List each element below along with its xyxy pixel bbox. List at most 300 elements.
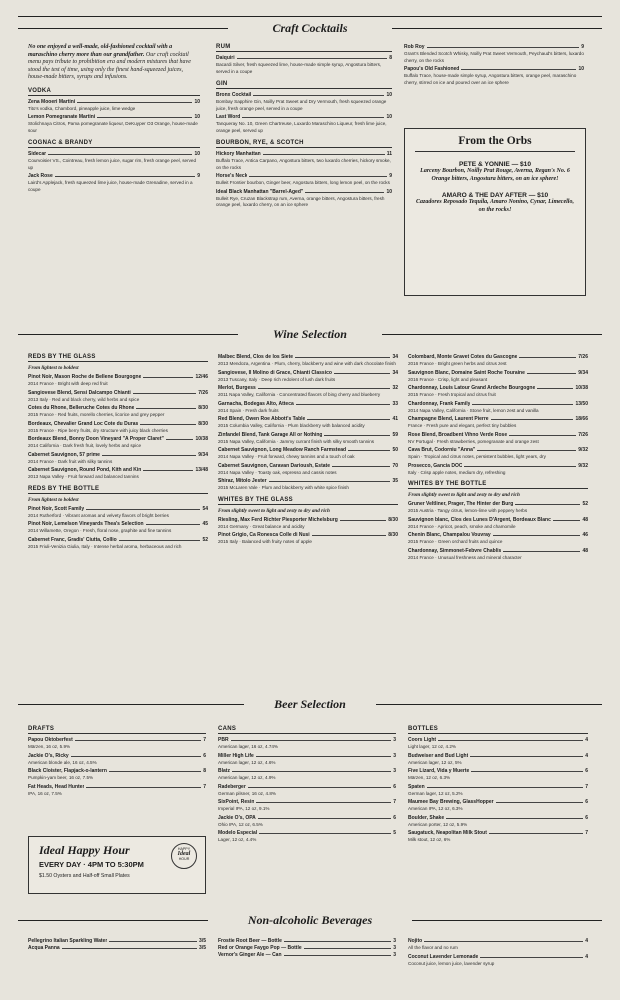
- menu-item-price: 9/34: [578, 369, 588, 376]
- leader-dots: [62, 948, 197, 949]
- menu-item-name: Gruner Veltliner, Prager, The Hinter der Burg: [408, 501, 514, 507]
- menu-item-desc: American lager, 12 oz, 4.9%: [218, 775, 276, 780]
- menu-item-price: 8/30: [198, 420, 208, 427]
- menu-item: [408, 737, 588, 751]
- category-whites-bottle: [408, 481, 588, 561]
- from-the-orbs-box: [404, 128, 586, 296]
- menu-item-name: Pinot Noir, Lemelson Vineyards Thea's Selection: [28, 521, 144, 527]
- leader-dots: [55, 176, 195, 177]
- leader-dots: [140, 424, 196, 425]
- category-rum: [216, 44, 392, 75]
- menu-item-price: 9/32: [578, 447, 588, 453]
- leader-dots: [334, 373, 391, 374]
- menu-item: [216, 92, 392, 112]
- menu-item: [28, 506, 208, 520]
- menu-item-price: 8: [389, 55, 392, 61]
- leader-dots: [519, 357, 576, 358]
- category-whites-glass: [218, 497, 398, 546]
- leader-dots: [470, 756, 583, 757]
- menu-item-price: 10: [578, 66, 584, 72]
- menu-item: [408, 463, 588, 477]
- menu-item-name: Coconut Lavender Lemonade: [408, 953, 479, 960]
- menu-item-price: 8/30: [198, 405, 208, 411]
- leader-dots: [109, 771, 201, 772]
- menu-item-desc: Milk stout, 12 oz, 6%: [408, 837, 451, 842]
- menu-item-name: Lemon Pomegranate Martini: [28, 114, 96, 121]
- menu-item: [408, 447, 588, 461]
- leader-dots: [259, 833, 391, 834]
- menu-item: [218, 478, 398, 492]
- menu-item: [28, 467, 208, 481]
- leader-dots: [71, 756, 202, 757]
- menu-item-name: Jack Rose: [28, 173, 53, 180]
- menu-item-name: Malbec Blend, Clos de los Siete: [218, 354, 294, 360]
- menu-item-price: 7: [585, 830, 588, 836]
- nonalc-list-2: [218, 938, 396, 959]
- leader-dots: [86, 787, 201, 788]
- menu-item-desc: German pilsner, 16 oz, 4.8%: [218, 790, 276, 796]
- menu-item-price: 10: [386, 92, 392, 98]
- wine-col-1: [28, 354, 208, 552]
- menu-item-name: Cabernet Sauvignon, Round Pond, Kith and Kin: [28, 467, 142, 473]
- menu-item-price: 10/38: [195, 436, 208, 442]
- menu-item-desc: 2013 Tuscany, Italy · Deep rich redolent of lush dark fruits: [218, 376, 336, 382]
- menu-item-price: 4: [585, 737, 588, 743]
- menu-item-price: 4: [585, 752, 588, 759]
- menu-item-name: Cabernet Sauvignon, 57 prime: [28, 451, 100, 458]
- cocktails-col-3: [404, 44, 584, 88]
- menu-item: [218, 463, 398, 477]
- menu-item-desc: Märzen, 16 oz, 5.9%: [28, 744, 71, 749]
- leader-dots: [258, 818, 391, 819]
- menu-item: [218, 952, 396, 959]
- leader-dots: [97, 117, 192, 118]
- leader-dots: [446, 818, 583, 819]
- menu-item-price: 32: [392, 385, 398, 391]
- leader-dots: [253, 95, 384, 96]
- menu-item-desc: American blonde ale, 16 oz, 4.5%: [28, 759, 97, 765]
- menu-item-desc: Märzen, 12 oz, 6.3%: [408, 775, 451, 780]
- menu-item-name: Chardonnay, Louis Latour Grand Ardeche Bourgogne: [408, 385, 536, 391]
- menu-item: [218, 938, 396, 945]
- menu-item-name: Jackie O's, OPA: [218, 814, 256, 821]
- menu-item: [28, 405, 208, 419]
- leader-dots: [48, 154, 192, 155]
- menu-item-name: Sangiovese, Il Molino di Grace, Chianti Classico: [218, 369, 332, 376]
- menu-item-price: 45: [202, 521, 208, 527]
- menu-item-desc: Ohio IPA, 12 oz, 6.5%: [218, 821, 263, 827]
- menu-item-desc: All the flavor and no rum: [408, 945, 458, 950]
- menu-item: [28, 521, 208, 535]
- category-heading: REDS BY THE BOTTLE: [28, 486, 208, 494]
- menu-item-desc: Courvoisier VS., Cointreau, fresh lemon juice, sugar rim, fresh orange peel, served up: [28, 158, 197, 170]
- menu-item: [28, 768, 206, 782]
- menu-item-name: Sauvignon Blanc, Domaine Saint Roche Touraine: [408, 369, 525, 376]
- menu-item-name: Frostie Root Beer — Bottle: [218, 938, 282, 944]
- menu-item-price: 33: [392, 400, 398, 407]
- menu-item-price: 59: [392, 431, 398, 438]
- menu-item-desc: 2014 California · Dark fresh fruit, lovely herbs and spice: [28, 443, 142, 448]
- menu-item-desc: 2013 Napa Valley · Fruit forward and balanced tannins: [28, 474, 139, 479]
- menu-item-price: 10: [194, 98, 200, 105]
- leader-dots: [503, 551, 580, 552]
- menu-item-desc: Italy · Crisp apple notes, medium dry, refreshing: [408, 469, 506, 475]
- menu-item-name: Papou Oktoberfest: [28, 737, 73, 743]
- menu-item-desc: Lager, 12 oz, 4.4%: [218, 837, 257, 842]
- menu-item-price: 10: [194, 114, 200, 121]
- menu-item-name: Black Cloister, Flapjack-o-lantern: [28, 768, 107, 774]
- category-heading: COGNAC & BRANDY: [28, 140, 200, 148]
- menu-item-desc: 2015 Napa Valley, California · Jammy currant finish with silky smooth tannins: [218, 438, 375, 444]
- menu-item-desc: 2014 France · Bright with deep red fruit: [28, 381, 108, 386]
- menu-item-name: Red Blend, Owen Roe Abbott's Table: [218, 416, 306, 422]
- menu-item-name: Budweiser and Bud Light: [408, 752, 469, 759]
- menu-item-price: 9/34: [198, 451, 208, 458]
- menu-item-name: Nojito: [408, 938, 423, 944]
- menu-item-desc: 2015 Italy · Balanced with fruity notes of apple: [218, 539, 312, 544]
- leader-dots: [242, 117, 384, 118]
- menu-item-desc: 2015 McLaren Vale · Plum and blackberry with white spice finish: [218, 485, 349, 490]
- menu-item-price: 7: [203, 783, 206, 790]
- menu-item-price: 10: [194, 151, 200, 158]
- happy-hour-box: [28, 836, 206, 894]
- menu-item: [28, 421, 208, 435]
- category-reds-bottle-cont: [218, 354, 398, 492]
- happy-hour-badge: [171, 843, 197, 869]
- leader-dots: [284, 955, 392, 956]
- beer-col-3: [408, 726, 588, 846]
- menu-item: [408, 815, 588, 829]
- menu-item: [408, 416, 588, 430]
- menu-item: [408, 370, 588, 384]
- menu-item-name: Sauvignon blanc, Clos des Lunes D'Argent, Bordeaux Blanc: [408, 516, 551, 523]
- leader-dots: [461, 69, 576, 70]
- leader-dots: [109, 941, 197, 942]
- orbs-item-desc: Cazadores Reposado Tequila, Amaro Nonino, Cynar, Limecello, on the rocks!: [416, 199, 574, 213]
- leader-dots: [166, 439, 194, 440]
- menu-item-name: Chardonnay, Simmonet-Febvre Chablis: [408, 547, 502, 554]
- menu-item-desc: 2014 Rutherford · Vibrant aromas and velvety flavors of bright berries: [28, 512, 169, 518]
- menu-item-desc: American lager, 12 oz, 5%: [408, 759, 462, 765]
- category-subtitle: From slightly sweet to light and zesty to dry and rich: [408, 492, 520, 498]
- menu-item: [408, 548, 588, 562]
- menu-item-name: Red or Orange Faygo Pop — Bottle: [218, 945, 302, 951]
- beer-col-2: [218, 726, 396, 846]
- menu-item-desc: 2016 France · Crisp, light and pleasant: [408, 376, 488, 382]
- menu-item-price: 7: [585, 783, 588, 790]
- category-subtitle: From slightly sweet to light and zesty to dry and rich: [218, 507, 330, 514]
- leader-dots: [263, 154, 385, 155]
- leader-dots: [248, 787, 391, 788]
- menu-item: [218, 799, 396, 813]
- menu-item: [28, 537, 208, 551]
- menu-item-name: Ideal Black Manhattan "Barrel-Aged": [216, 188, 304, 195]
- leader-dots: [427, 47, 580, 48]
- menu-item-name: SixPoint, Resin: [218, 799, 255, 805]
- orbs-item-name: PETE & YONNIE — $10: [458, 161, 532, 168]
- leader-dots: [146, 524, 201, 525]
- menu-item-desc: Spain · Tropical and citrus notes, persistent bubbles, light years, dry: [408, 454, 546, 459]
- menu-item-price: 10: [386, 188, 392, 195]
- menu-item: [28, 436, 208, 450]
- happy-hour-offer: $1.50 Oysters and Half-off Small Plates: [39, 873, 130, 879]
- menu-item-desc: Buffalo Trace, Antica Carpano, Angostura bitters, two luxardo cherries, hickory smoke, on the rocks: [216, 158, 391, 170]
- menu-item-desc: Bacardi Silver, fresh squeezed lime, house-made simple syrup, Angostura bitters, served in a coupe: [216, 62, 382, 74]
- menu-item: [218, 737, 396, 751]
- leader-dots: [537, 388, 573, 389]
- menu-item-name: Saugatuck, Neapolitan Milk Stout: [408, 830, 487, 836]
- nonalc-col-1: [28, 938, 206, 952]
- leader-dots: [307, 419, 390, 420]
- menu-item-desc: 2015 Columbia Valley, California · Plum blackberry with balanced acidity: [218, 423, 365, 428]
- menu-item-price: 11: [386, 151, 392, 157]
- menu-item: [408, 784, 588, 798]
- menu-item-name: Cotes du Rhone, Belleruche Cotes du Rhone: [28, 405, 135, 411]
- badge-top: HAPPY: [177, 847, 191, 851]
- menu-item-price: 9: [389, 173, 392, 179]
- leader-dots: [136, 408, 196, 409]
- leader-dots: [143, 377, 193, 378]
- menu-item-price: 12/46: [195, 374, 208, 380]
- menu-item-name: Horse's Neck: [216, 173, 248, 179]
- menu-item-desc: 2015 France · Red fruits, morello cherries, licorice and grey pepper: [28, 412, 165, 417]
- leader-dots: [477, 450, 576, 451]
- menu-item-desc: 2014 Willamette, Oregon · Fresh, floral nose, graphite and fine tannins: [28, 528, 172, 533]
- leader-dots: [249, 176, 387, 177]
- menu-item-desc: American lager, 12 oz, 4.6%: [218, 759, 276, 765]
- menu-item-price: 3: [393, 737, 396, 743]
- menu-item: [28, 737, 206, 751]
- badge-mid: Ideal: [177, 851, 191, 857]
- menu-item: [216, 189, 392, 209]
- leader-dots: [496, 802, 584, 803]
- menu-item: [216, 173, 392, 187]
- wine-col-3: [408, 354, 588, 563]
- menu-item-desc: NV Portugal · Fresh strawberries, pomegranate and orange zest: [408, 438, 539, 444]
- menu-item-name: Boulder, Shake: [408, 814, 445, 821]
- menu-item-price: 5: [393, 830, 396, 836]
- menu-item-desc: Pumpkin-yam beer, 16 oz, 7.5%: [28, 775, 94, 780]
- menu-item: [408, 938, 588, 952]
- menu-item-price: 8: [203, 768, 206, 774]
- category-heading: DRAFTS: [28, 726, 206, 734]
- menu-item-desc: 2015 France · Fresh tropical and citrus fruit: [408, 392, 496, 397]
- menu-item-name: Vernor's Ginger Ale — Can: [218, 952, 282, 958]
- menu-item-price: 3: [393, 952, 396, 958]
- menu-item-desc: Tanqueray No. 10, Green Chartreuse, Luxardo Maraschino Liqueur, fresh lime juice, orange peel, served up: [216, 121, 387, 133]
- menu-item-desc: 2013 Mendoza, Argentina · Plum, cherry, blackberry and wine with dark chocolate finish: [218, 361, 396, 366]
- leader-dots: [427, 787, 584, 788]
- menu-item-name: Pinot Noir, Scott Family: [28, 505, 85, 512]
- menu-item-price: 3/5: [199, 945, 206, 951]
- menu-item-price: 4: [585, 938, 588, 944]
- category-bottles: [408, 726, 588, 844]
- leader-dots: [553, 520, 581, 521]
- menu-item-price: 54: [202, 505, 208, 512]
- menu-item-name: Jackie O's, Ricky: [28, 752, 69, 759]
- menu-item-price: 6: [585, 768, 588, 774]
- nonalc-col-2: [218, 938, 396, 959]
- menu-item-price: 6: [585, 814, 588, 821]
- leader-dots: [258, 388, 391, 389]
- menu-item-name: Hickory Manhattan: [216, 151, 261, 157]
- menu-item-desc: 2014 France · Dark fruit with silky tannins: [28, 458, 113, 464]
- leader-dots: [464, 466, 576, 467]
- menu-item-price: 13/50: [575, 400, 588, 407]
- menu-item-desc: Imperial IPA, 12 oz, 9.1%: [218, 806, 270, 811]
- menu-item-desc: American lager, 16 oz, 4.74%: [218, 744, 279, 749]
- menu-item: [408, 401, 588, 415]
- menu-item-price: 6: [203, 752, 206, 759]
- menu-item-price: 52: [202, 536, 208, 543]
- menu-item: [218, 517, 398, 531]
- leader-dots: [256, 802, 391, 803]
- menu-item-desc: 2014 Germany · Great balance and acidity: [218, 523, 305, 529]
- leader-dots: [102, 455, 196, 456]
- menu-item-name: Cabernet Sauvignon, Caravan Darioush, Estate: [218, 462, 330, 469]
- menu-item-price: 50: [392, 447, 398, 453]
- menu-item: [218, 768, 396, 782]
- category-whites-glass-cont: [408, 354, 588, 476]
- menu-item-price: 18/66: [575, 416, 588, 422]
- menu-item-price: 34: [392, 354, 398, 360]
- menu-item-price: 3/5: [199, 938, 206, 944]
- menu-item: [218, 385, 398, 399]
- menu-item-name: Prosecco, Gancia DOC: [408, 462, 463, 469]
- leader-dots: [75, 740, 201, 741]
- intro-text: No one enjoyed a well-made, old-fashioned cocktail with a maraschino cherry more than our grandfather. Our craft cocktail menu pays tribute to prohibition era and modern mixtures that have stood the test of time, using only the finest hand-squeezed juices, house-made bitters, syrups and infusions.: [28, 44, 191, 81]
- menu-item: [218, 945, 396, 952]
- menu-item: [408, 799, 588, 813]
- menu-item-price: 3: [393, 752, 396, 759]
- menu-item-name: Coors Light: [408, 737, 437, 743]
- badge-bot: HOUR: [178, 857, 190, 861]
- category-heading: BOTTLES: [408, 726, 588, 734]
- menu-item: [408, 954, 588, 968]
- menu-item-price: 52: [582, 501, 588, 507]
- orbs-title: From the Orbs: [415, 129, 575, 152]
- menu-item: [408, 517, 588, 531]
- category-heading: CANS: [218, 726, 396, 734]
- menu-item: [218, 753, 396, 767]
- leader-dots: [256, 756, 391, 757]
- menu-item: [218, 416, 398, 430]
- menu-item-price: 41: [392, 416, 398, 422]
- menu-item: [408, 385, 588, 399]
- menu-item-name: Pinot Noir, Mason Roche de Bellene Bourgogne: [28, 374, 142, 380]
- menu-item-desc: 2013 Italy · Red and black cherry, wild herbs and spice: [28, 396, 140, 402]
- menu-item-price: 8/30: [388, 532, 398, 538]
- menu-item: [28, 753, 206, 767]
- menu-item-name: Sangiovese Blend, Sensi Dalcampo Chianti: [28, 389, 131, 396]
- leader-dots: [424, 941, 583, 942]
- leader-dots: [304, 948, 392, 949]
- category-bourbon: [216, 140, 392, 209]
- top-border: [18, 16, 602, 17]
- menu-item: [408, 432, 588, 446]
- leader-dots: [472, 404, 573, 405]
- menu-item: [216, 55, 392, 75]
- menu-item-name: Pellegrino Italian Sparkling Water: [28, 938, 108, 944]
- category-reds-bottle: [28, 486, 208, 551]
- menu-item-desc: 2014 France · Apricot, peach, smoke and chamomile: [408, 523, 516, 529]
- menu-item: [408, 532, 588, 546]
- menu-item-desc: American IPA, 12 oz, 6.3%: [408, 806, 463, 811]
- leader-dots: [237, 58, 388, 59]
- menu-item-desc: France · Fresh pure and elegant, perfect tiny bubbles: [408, 423, 517, 428]
- menu-item-price: 3: [393, 945, 396, 951]
- menu-item-desc: 2015 France · Ripe berry fruits, dry structure with juicy black cherries: [28, 427, 168, 433]
- category-reds-glass: [28, 354, 208, 481]
- menu-item: [408, 354, 588, 368]
- menu-item-name: Cabernet Franc, Gradis' Ciutta, Collio: [28, 536, 117, 543]
- menu-item-desc: Bombay Sapphire Gin, Noilly Prat Sweet and Dry Vermouth, fresh squeezed orange juice, fresh orange peel, served in a coupe: [216, 99, 387, 111]
- category-heading: WHITES BY THE GLASS: [218, 497, 398, 505]
- cocktails-col-1: [28, 44, 200, 195]
- menu-item-name: Five Lizard, Vida y Muerte: [408, 768, 470, 774]
- menu-item: [28, 390, 208, 404]
- menu-item-desc: 2014 Napa Valley, California · Stone fruit, lemon zest and vanilla: [408, 407, 539, 413]
- leader-dots: [489, 833, 583, 834]
- menu-item-price: 8/30: [388, 516, 398, 523]
- menu-item-desc: 2015 Friuli-Venizia Giulia, Italy · Intense herbal aroma, herbaceous and rich: [28, 543, 182, 549]
- category-cans: [218, 726, 396, 844]
- leader-dots: [471, 771, 583, 772]
- menu-item: [28, 945, 206, 952]
- menu-item-name: Chenin Blanc, Champalou Vouvray: [408, 532, 491, 538]
- menu-item: [408, 753, 588, 767]
- leader-dots: [232, 771, 391, 772]
- menu-item-price: 9: [197, 173, 200, 180]
- menu-item: [28, 151, 200, 171]
- leader-dots: [438, 740, 583, 741]
- menu-item-name: Daiquiri: [216, 55, 235, 61]
- menu-item: [408, 830, 588, 844]
- menu-item: [218, 401, 398, 415]
- menu-item-desc: Bulleit Rye, Cruzan Blackstrap rum, Averna, orange bitters, Angostura bitters, fresh orange peel, luxardo cherry, on an ice sphere: [216, 195, 385, 207]
- menu-item-name: Bordeaux Blend, Bonny Doon Vineyard "A Proper Claret": [28, 436, 164, 442]
- orbs-item-desc: Larceny Bourbon, Noilly Prat Rouge, Averna, Regan's No. 6 Orange bitters, Angostura bitters, on an ice sphere!: [420, 168, 570, 182]
- category-heading: REDS BY THE GLASS: [28, 354, 208, 362]
- menu-item-name: Shiraz, Mitolo Jester: [218, 478, 267, 484]
- section-title-cocktails: Craft Cocktails: [0, 20, 620, 36]
- menu-item: [404, 44, 584, 64]
- menu-item-price: 70: [392, 462, 398, 469]
- menu-item-price: 6: [393, 814, 396, 821]
- menu-item-price: 6: [585, 799, 588, 805]
- menu-item: [28, 374, 208, 388]
- menu-item-name: Modelo Especial: [218, 830, 258, 836]
- menu-item-name: Blatz: [218, 768, 230, 774]
- menu-item-price: 4: [585, 953, 588, 960]
- menu-item: [218, 447, 398, 461]
- happy-hour-title: Ideal Happy Hour: [39, 843, 130, 857]
- wine-col-2: [218, 354, 398, 548]
- menu-item-name: Cabernet Sauvignon, Long Meadow Ranch Farmstead: [218, 447, 347, 453]
- menu-item-name: Chardonnay, Frank Family: [408, 400, 471, 407]
- section-title-beer: Beer Selection: [0, 696, 620, 712]
- menu-item: [218, 784, 396, 798]
- menu-item: [218, 354, 398, 368]
- happy-hour-when: EVERY DAY · 4PM TO 5:30PM: [39, 860, 144, 869]
- menu-item: [216, 114, 392, 134]
- menu-item-name: Cava Brut, Codorniu "Anna": [408, 447, 476, 453]
- menu-item-price: 3: [393, 938, 396, 944]
- menu-item-price: 6: [393, 783, 396, 790]
- menu-item-name: Spaten: [408, 783, 425, 790]
- menu-item-desc: German lager, 12 oz, 5.2%: [408, 790, 463, 796]
- menu-item-price: 48: [582, 547, 588, 554]
